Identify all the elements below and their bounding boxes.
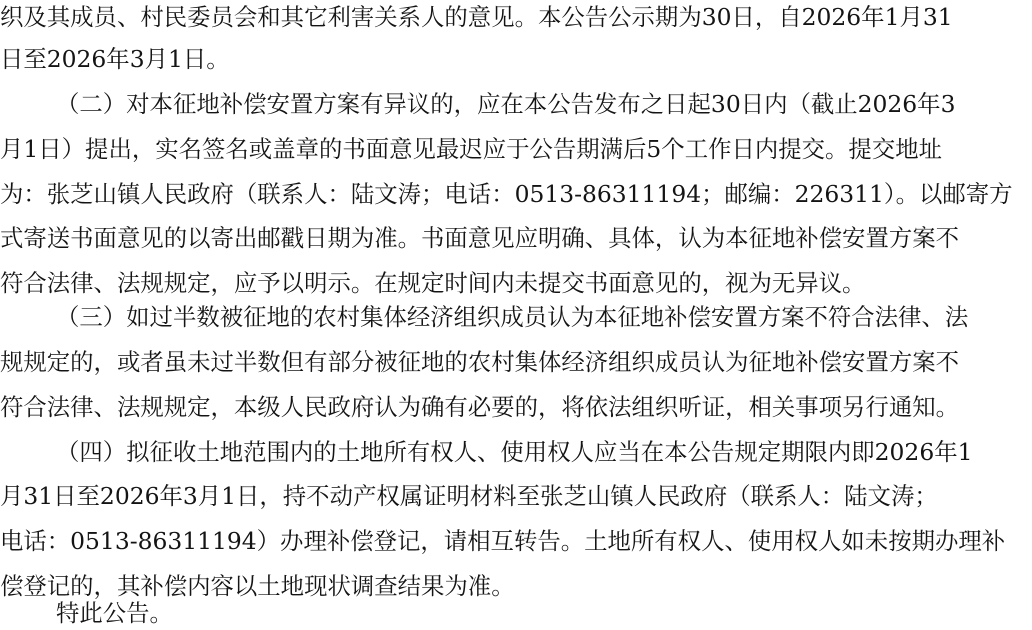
paragraph-line: 式寄送书面意见的以寄出邮戳日期为准。书面意见应明确、具体，认为本征地补偿安置方案不	[0, 224, 960, 252]
section-2-heading-line: （二）对本征地补偿安置方案有异议的，应在本公告发布之日起30日内（截止2026年3	[56, 90, 956, 118]
section-3-heading-line: （三）如过半数被征地的农村集体经济组织成员认为本征地补偿安置方案不符合法律、法	[56, 303, 969, 331]
paragraph-line: 月31日至2026年3月1日，持不动产权属证明材料至张芝山镇人民政府（联系人：陆文涛；	[0, 482, 938, 510]
paragraph-line: 月1日）提出，实名签名或盖章的书面意见最迟应于公告期满后5个工作日内提交。提交地址	[0, 135, 942, 163]
paragraph-line: 规规定的，或者虽未过半数但有部分被征地的农村集体经济组织成员认为征地补偿安置方案不	[0, 348, 960, 376]
paragraph-line: 偿登记的，其补偿内容以土地现状调查结果为准。	[0, 572, 515, 600]
section-4-heading-line: （四）拟征收土地范围内的土地所有权人、使用权人应当在本公告规定期限内即2026年1	[56, 438, 973, 466]
paragraph-line: 织及其成员、村民委员会和其它利害关系人的意见。本公告公示期为30日，自2026年1月31	[0, 3, 953, 31]
paragraph-line: 电话：0513-86311194）办理补偿登记，请相互转告。土地所有权人、使用权人如未按期办理补	[0, 527, 1006, 555]
paragraph-line: 为：张芝山镇人民政府（联系人：陆文涛；电话：0513-86311194；邮编：226311）。以邮寄方	[0, 180, 1013, 208]
paragraph-line: 符合法律、法规规定，应予以明示。在规定时间内未提交书面意见的，视为无异议。	[0, 269, 866, 297]
closing-line: 特此公告。	[56, 599, 173, 627]
paragraph-line: 符合法律、法规规定，本级人民政府认为确有必要的，将依法组织听证，相关事项另行通知。	[0, 393, 960, 421]
paragraph-line: 日至2026年3月1日。	[0, 45, 230, 73]
